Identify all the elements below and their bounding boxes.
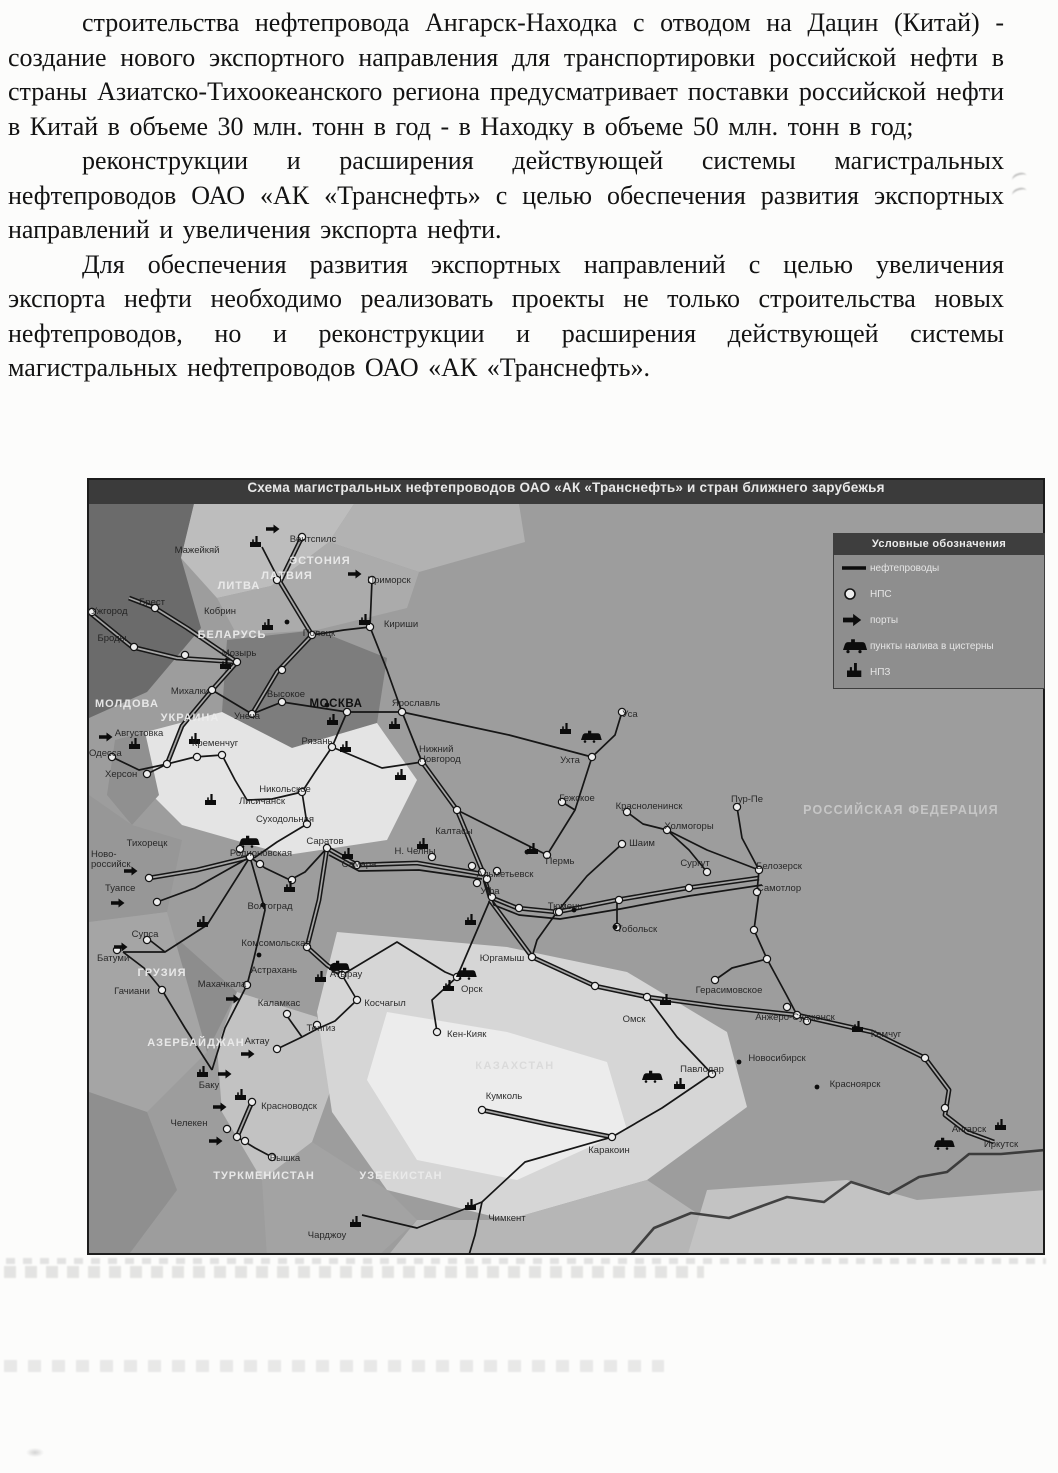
city-label: Гежское xyxy=(559,793,595,804)
legend-rows xyxy=(834,555,1044,685)
legend-item xyxy=(834,581,1044,607)
ghost-text-line xyxy=(6,1258,1046,1264)
city-label: Вентспилс xyxy=(289,534,337,545)
country-label: РОССИЙСКАЯ ФЕДЕРАЦИЯ xyxy=(803,803,999,817)
city-label: Сургут xyxy=(680,858,710,869)
tank-truck-icon xyxy=(584,740,587,743)
city-label: Павлодар xyxy=(680,1064,724,1075)
country-label: ГРУЗИЯ xyxy=(137,967,187,979)
city-label: Иркутск xyxy=(983,1139,1019,1150)
legend-item xyxy=(834,607,1044,633)
city-label: Батуми xyxy=(97,953,130,964)
nps-icon xyxy=(685,884,692,891)
city-dot xyxy=(285,620,290,625)
city-label: Махачкала xyxy=(197,979,247,990)
city-label: Высокое xyxy=(266,689,306,700)
nps-icon xyxy=(941,1104,948,1111)
city-label: Ново-российск xyxy=(91,849,131,870)
city-label: Рязань xyxy=(301,736,333,747)
city-label: Гачиани xyxy=(114,986,150,997)
nps-icon xyxy=(278,666,285,673)
city-label: Августовка xyxy=(114,728,164,739)
nps-icon xyxy=(453,806,460,813)
nps-circle xyxy=(840,585,870,603)
city-label: Калтасы xyxy=(435,826,473,837)
tank-truck-icon xyxy=(593,740,596,743)
legend-item xyxy=(834,633,1044,659)
nps-icon xyxy=(248,1098,255,1105)
city-label: Красноводск xyxy=(261,1101,317,1112)
nps-icon xyxy=(591,982,598,989)
city-label: Чимкент xyxy=(488,1213,526,1224)
nps-icon xyxy=(478,1106,485,1113)
nps-icon xyxy=(763,955,770,962)
city-dot xyxy=(257,953,262,958)
nps-icon xyxy=(643,993,650,1000)
city-label: Суходольная xyxy=(255,814,315,825)
city-label: Ужгород xyxy=(91,606,128,617)
nps-icon xyxy=(143,770,150,777)
city-label: Волгоград xyxy=(247,901,293,912)
nps-icon xyxy=(241,1137,248,1144)
legend-item-label: нефтепроводы xyxy=(870,562,940,574)
city-label: Тюмень xyxy=(547,901,583,912)
nps-icon xyxy=(433,1028,440,1035)
city-label: Актау xyxy=(244,1036,270,1047)
city-label: Уфа xyxy=(480,886,500,897)
paragraph: строительства нефтепровода Ангарск-Находка с отводом на Дацин (Китай) - создание нового экспортного направления для транспортировки российской нефти в страны Азиатско-Тихоокеанского региона предусматривает поставки российской нефти в Китай в объеме 30 млн. тонн в год - в Находку в объеме 50 млн. тонн в год; xyxy=(8,8,1004,141)
legend-item-label: пункты налива в цистерны xyxy=(870,640,994,652)
city-label: Родионовская xyxy=(229,848,293,859)
city-label: Юргамыш xyxy=(479,953,525,964)
city-label: Кременчуг xyxy=(191,738,239,749)
nps-icon xyxy=(398,708,405,715)
paragraph: реконструкции и расширения действующей системы магистральных нефтепроводов ОАО «АК «Транснефть» с целью обеспечения развития экспортных направлений и увеличения экспорта нефти. xyxy=(8,146,1004,244)
city-dot xyxy=(815,1085,820,1090)
scan-margin-mark xyxy=(1008,168,1034,208)
city-label: Комсомольская xyxy=(241,938,311,949)
city-label: Орск xyxy=(461,984,483,995)
city-label: Нижний Новгород xyxy=(419,744,461,765)
pipeline-line xyxy=(840,559,870,577)
city-label: Унеча xyxy=(233,711,261,722)
city-label: Шаим xyxy=(629,838,655,849)
nps-icon xyxy=(208,686,215,693)
legend-item xyxy=(834,555,1044,581)
city-label: Ангарск xyxy=(951,1124,987,1135)
city-label: Каракоин xyxy=(588,1145,630,1156)
city-label: Астрахань xyxy=(250,965,298,976)
city-label: Челекен xyxy=(170,1118,208,1129)
legend-header: Условные обозначения xyxy=(834,534,1044,555)
city-label: Херсон xyxy=(105,769,138,780)
city-label: Мажейкяй xyxy=(174,545,220,556)
nps-icon xyxy=(158,986,165,993)
tank-truck-icon xyxy=(654,1080,657,1083)
country-label: БЕЛАРУСЬ xyxy=(197,629,267,641)
nps-icon xyxy=(153,898,160,905)
body-text xyxy=(8,6,1004,386)
paragraph: Для обеспечения развития экспортных направлений с целью увеличения экспорта нефти необходимо реализовать проекты не только строительства новых нефтепроводов, но и реконструкции и расширения действующей системы магистральных нефтепроводов ОАО «АК «Транснефть». xyxy=(8,249,1004,382)
legend-item-label: порты xyxy=(870,614,899,626)
city-label: Белозерск xyxy=(756,861,802,872)
city-label: Герасимовское xyxy=(695,985,763,996)
country-label: ЛИТВА xyxy=(217,580,261,592)
nps-icon xyxy=(233,658,240,665)
country-label: УКРАИНА xyxy=(160,712,220,724)
country-label: ЭСТОНИЯ xyxy=(289,555,351,567)
country-label: УЗБЕКИСТАН xyxy=(359,1170,443,1182)
legend-item xyxy=(834,659,1044,685)
tanker-truck xyxy=(840,637,870,655)
nps-icon xyxy=(256,860,263,867)
country-label: ТУРКМЕНИСТАН xyxy=(213,1170,315,1182)
ghost-text-line xyxy=(4,1360,664,1372)
tank-truck-icon xyxy=(645,1080,648,1083)
nps-icon xyxy=(703,868,710,875)
city-label: Приморск xyxy=(367,575,411,586)
city-label: Кен-Кияк xyxy=(447,1029,487,1040)
nps-icon xyxy=(181,651,188,658)
nps-icon xyxy=(353,996,360,1003)
city-label: Пур-Пе xyxy=(730,794,764,805)
nps-icon xyxy=(588,753,595,760)
refinery xyxy=(840,663,870,681)
nps-icon xyxy=(468,862,475,869)
city-label: Никольское xyxy=(259,784,311,795)
capital-label: МОСКВА xyxy=(309,698,363,710)
city-label: Одесса xyxy=(89,748,122,759)
city-label: Саратов xyxy=(306,836,344,847)
map-title: Схема магистральных нефтепроводов ОАО «АК «Транснефть» и стран ближнего зарубежья xyxy=(89,480,1043,504)
city-label: Омск xyxy=(622,1014,646,1025)
city-label: Кобрин xyxy=(203,606,237,617)
country-label: МОЛДОВА xyxy=(95,698,159,710)
city-label: Лисичанск xyxy=(239,796,285,807)
nps-icon xyxy=(145,874,152,881)
tank-truck-icon xyxy=(946,1147,949,1150)
nps-icon xyxy=(223,1125,230,1132)
tank-truck-icon xyxy=(459,977,462,980)
city-label: Косчагыл xyxy=(364,998,406,1009)
map-legend xyxy=(833,533,1045,689)
nps-icon xyxy=(528,953,535,960)
tank-truck-icon xyxy=(937,1147,940,1150)
city-label: Уса xyxy=(622,709,638,720)
nps-icon xyxy=(273,1045,280,1052)
nps-icon xyxy=(163,760,170,767)
legend-item-label: НПЗ xyxy=(870,666,891,678)
nps-icon xyxy=(233,1133,240,1140)
city-label: Каламкас xyxy=(257,998,301,1009)
city-label: Тобольск xyxy=(616,924,658,935)
city-label: Тихорецк xyxy=(126,838,168,849)
city-label: Анжеро-Судженск xyxy=(755,1012,835,1023)
city-label: Супса xyxy=(131,929,159,940)
city-label: Красноярск xyxy=(829,1079,881,1090)
city-label: Кумколь xyxy=(485,1091,523,1102)
country-label: АЗЕРБАЙДЖАН xyxy=(147,1037,245,1049)
city-label: Альметьевск xyxy=(476,869,534,880)
city-label: Пермь xyxy=(545,856,575,867)
city-label: Красноленинск xyxy=(615,801,683,812)
city-label: Баку xyxy=(198,1080,220,1091)
nps-icon xyxy=(218,751,225,758)
city-label: Самара xyxy=(341,859,377,870)
city-label: Туапсе xyxy=(105,883,136,894)
nps-icon xyxy=(130,643,137,650)
city-label: Броды xyxy=(97,633,127,644)
city-label: Полоцк xyxy=(302,628,336,639)
nps-icon xyxy=(711,976,718,983)
nps-icon xyxy=(618,840,625,847)
port-arrow xyxy=(840,611,870,629)
nps-icon xyxy=(750,926,757,933)
country-label: КАЗАХСТАН xyxy=(475,1060,555,1072)
city-label: Н. Челны xyxy=(394,846,436,857)
city-label: Самотлор xyxy=(756,883,802,894)
city-label: Брест xyxy=(139,597,165,608)
nps-icon xyxy=(515,904,522,911)
city-label: Вышка xyxy=(269,1153,301,1164)
city-label: Тенгиз xyxy=(306,1023,336,1034)
city-label: Новосибирск xyxy=(748,1053,806,1064)
city-label: Холмогоры xyxy=(664,821,714,832)
city-label: Ярославль xyxy=(391,698,441,709)
nps-icon xyxy=(608,1133,615,1140)
ghost-text-line xyxy=(4,1266,704,1278)
pipeline-map-figure xyxy=(87,478,1045,1255)
city-label: Атырау xyxy=(329,969,363,980)
country-label: ЛАТВИЯ xyxy=(261,570,313,582)
city-label: Михалки xyxy=(170,686,210,697)
nps-icon xyxy=(283,1010,290,1017)
city-label: Ухта xyxy=(560,755,580,766)
city-label: Чарджоу xyxy=(307,1230,347,1241)
nps-icon xyxy=(783,1003,790,1010)
city-label: Кемчуг xyxy=(870,1029,902,1040)
nps-icon xyxy=(921,1054,928,1061)
city-label: Мозырь xyxy=(221,648,257,659)
scan-smudge xyxy=(26,1448,44,1457)
nps-icon xyxy=(615,896,622,903)
legend-item-label: НПС xyxy=(870,588,892,600)
nps-icon xyxy=(193,753,200,760)
city-label: Кириши xyxy=(383,619,419,630)
tank-truck-icon xyxy=(468,977,471,980)
city-dot xyxy=(737,1060,742,1065)
